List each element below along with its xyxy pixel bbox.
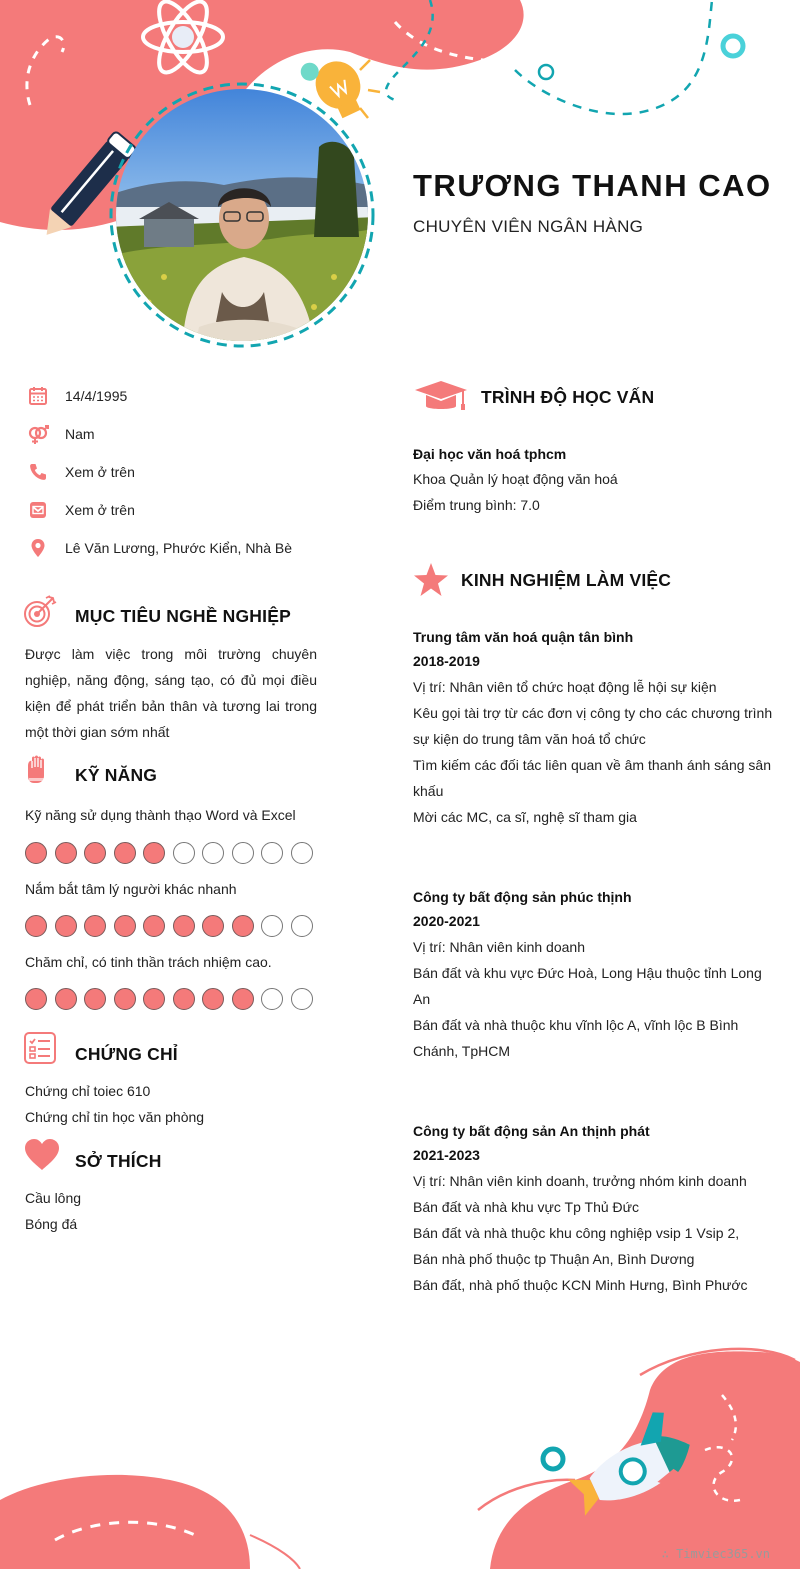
job-title: CHUYÊN VIÊN NGÂN HÀNG — [413, 217, 644, 236]
contact-value: Xem ở trên — [65, 464, 135, 480]
checklist-icon — [22, 1030, 58, 1066]
fist-hand-icon — [20, 752, 56, 788]
job-line: Vị trí: Nhân viên kinh doanh — [413, 939, 585, 955]
certificate-item: Chứng chỉ tin học văn phòng — [25, 1109, 205, 1125]
job-period: 2020-2021 — [413, 913, 480, 929]
skill-dot-filled — [143, 988, 165, 1010]
skill-dot-empty — [261, 988, 283, 1010]
job-line: Bán nhà phố thuộc tp Thuận An, Bình Dương — [413, 1251, 695, 1267]
contact-value: Nam — [65, 426, 95, 442]
job-line: Bán đất, nhà phố thuộc KCN Minh Hưng, Bình Phước — [413, 1277, 748, 1293]
contact-email — [27, 499, 135, 521]
contact-address — [27, 537, 292, 559]
skill-label: Kỹ năng sử dụng thành thạo Word và Excel — [25, 807, 296, 823]
skills-title: KỸ NĂNG — [75, 765, 158, 785]
objective-title: MỤC TIÊU NGHỀ NGHIỆP — [75, 606, 291, 626]
skill-dot-filled — [202, 988, 224, 1010]
objective-line: kiện để phát triển bản thân và tương lai trong — [25, 698, 317, 714]
skill-rating — [25, 915, 313, 937]
skill-dot-empty — [232, 842, 254, 864]
skill-label: Nắm bắt tâm lý người khác nhanh — [25, 881, 237, 897]
skill-dot-filled — [202, 915, 224, 937]
certificate-item: Chứng chỉ toiec 610 — [25, 1083, 151, 1099]
calendar-icon — [27, 385, 49, 407]
job-line: Bán đất và nhà khu vực Tp Thủ Đức — [413, 1199, 640, 1215]
contact-gender — [27, 423, 95, 445]
job-period: 2018-2019 — [413, 653, 480, 669]
job-entry — [413, 1118, 771, 1298]
skill-dot-empty — [291, 915, 313, 937]
skill-dot-filled — [232, 915, 254, 937]
skill-dot-filled — [114, 842, 136, 864]
watermark: ∴ Timviec365.vn — [661, 1547, 770, 1561]
graduation-cap-icon — [413, 379, 469, 415]
skill-dot-empty — [202, 842, 224, 864]
skill-dot-filled — [55, 988, 77, 1010]
job-line: Mời các MC, ca sĩ, nghệ sĩ tham gia — [413, 809, 637, 825]
skill-dot-empty — [291, 842, 313, 864]
job-line: Chánh, TpHCM — [413, 1043, 511, 1059]
candidate-name: TRƯƠNG THANH CAO — [413, 168, 772, 203]
skill-dot-empty — [261, 842, 283, 864]
job-line: Bán đất và nhà thuộc khu công nghiệp vsip 1 Vsip 2, — [413, 1225, 740, 1241]
skill-dot-empty — [261, 915, 283, 937]
job-period: 2021-2023 — [413, 1147, 480, 1163]
job-line: Bán đất và nhà thuộc khu vĩnh lộc A, vĩnh lộc B Bình — [413, 1017, 739, 1033]
contact-value: Xem ở trên — [65, 502, 135, 518]
gender-icon — [27, 423, 49, 445]
hobby-item: Bóng đá — [25, 1216, 78, 1232]
hobby-item: Cầu lông — [25, 1190, 82, 1206]
job-company: Công ty bất động sản An thịnh phát — [413, 1123, 650, 1139]
education-school: Đại học văn hoá tphcm — [413, 446, 567, 462]
skill-dot-filled — [25, 988, 47, 1010]
location-pin-icon — [27, 537, 49, 559]
job-company: Công ty bất động sản phúc thịnh — [413, 889, 632, 905]
hobbies-title: SỞ THÍCH — [75, 1151, 162, 1171]
objective-line: một thời gian sớm nhất — [25, 724, 170, 740]
skill-dot-filled — [55, 915, 77, 937]
skill-dot-filled — [114, 915, 136, 937]
job-line: sự kiện do trung tâm văn hoá tổ chức — [413, 731, 646, 747]
skill-dot-filled — [232, 988, 254, 1010]
phone-icon — [27, 461, 49, 483]
certificates-title: CHỨNG CHỈ — [75, 1044, 178, 1064]
job-line: Kêu gọi tài trợ từ các đơn vị công ty cho các chương trình — [413, 705, 773, 721]
skill-dot-filled — [55, 842, 77, 864]
skill-dot-filled — [114, 988, 136, 1010]
experience-title: KINH NGHIỆM LÀM VIỆC — [461, 570, 672, 590]
skill-rating — [25, 842, 313, 864]
star-icon — [413, 562, 449, 598]
job-company: Trung tâm văn hoá quận tân bình — [413, 629, 634, 645]
job-line: khấu — [413, 783, 444, 799]
email-icon — [27, 499, 49, 521]
target-icon — [22, 594, 58, 630]
objective-line: Được làm việc trong môi trường chuyên — [25, 646, 317, 662]
job-line: Tìm kiếm các đối tác liên quan về âm thanh ánh sáng sân — [413, 757, 771, 773]
education-title: TRÌNH ĐỘ HỌC VẤN — [481, 387, 655, 407]
skill-label: Chăm chỉ, có tinh thần trách nhiệm cao. — [25, 954, 272, 970]
skill-dot-empty — [173, 842, 195, 864]
skill-dot-filled — [84, 915, 106, 937]
skill-dot-filled — [84, 842, 106, 864]
heart-icon — [24, 1138, 60, 1174]
job-line: Bán đất và khu vực Đức Hoà, Long Hậu thuộc tỉnh Long — [413, 965, 762, 981]
education-gpa: Điểm trung bình: 7.0 — [413, 497, 540, 513]
skill-dot-filled — [143, 842, 165, 864]
skill-dot-filled — [25, 915, 47, 937]
contact-value: 14/4/1995 — [65, 388, 128, 404]
skill-dot-filled — [25, 842, 47, 864]
skill-dot-filled — [173, 915, 195, 937]
contact-phone — [27, 461, 135, 483]
job-line: Vị trí: Nhân viên tổ chức hoạt động lễ hội sự kiện — [413, 679, 717, 695]
avatar — [104, 77, 380, 353]
skill-rating — [25, 988, 313, 1010]
skill-dot-filled — [173, 988, 195, 1010]
skill-dot-filled — [84, 988, 106, 1010]
job-entry — [413, 624, 771, 830]
education-major: Khoa Quản lý hoạt động văn hoá — [413, 471, 618, 487]
skill-dot-filled — [143, 915, 165, 937]
job-line: Vị trí: Nhân viên kinh doanh, trưởng nhóm kinh doanh — [413, 1173, 747, 1189]
job-line: An — [413, 991, 431, 1007]
watermark-text: Timviec365.vn — [676, 1547, 770, 1561]
contact-value: Lê Văn Lương, Phước Kiển, Nhà Bè — [65, 540, 293, 556]
contact-dob — [27, 385, 127, 407]
objective-text — [25, 641, 317, 745]
objective-line: nghiệp, năng động, sáng tạo, có đủ mọi điều — [25, 672, 317, 688]
skill-dot-empty — [291, 988, 313, 1010]
job-entry — [413, 884, 771, 1064]
